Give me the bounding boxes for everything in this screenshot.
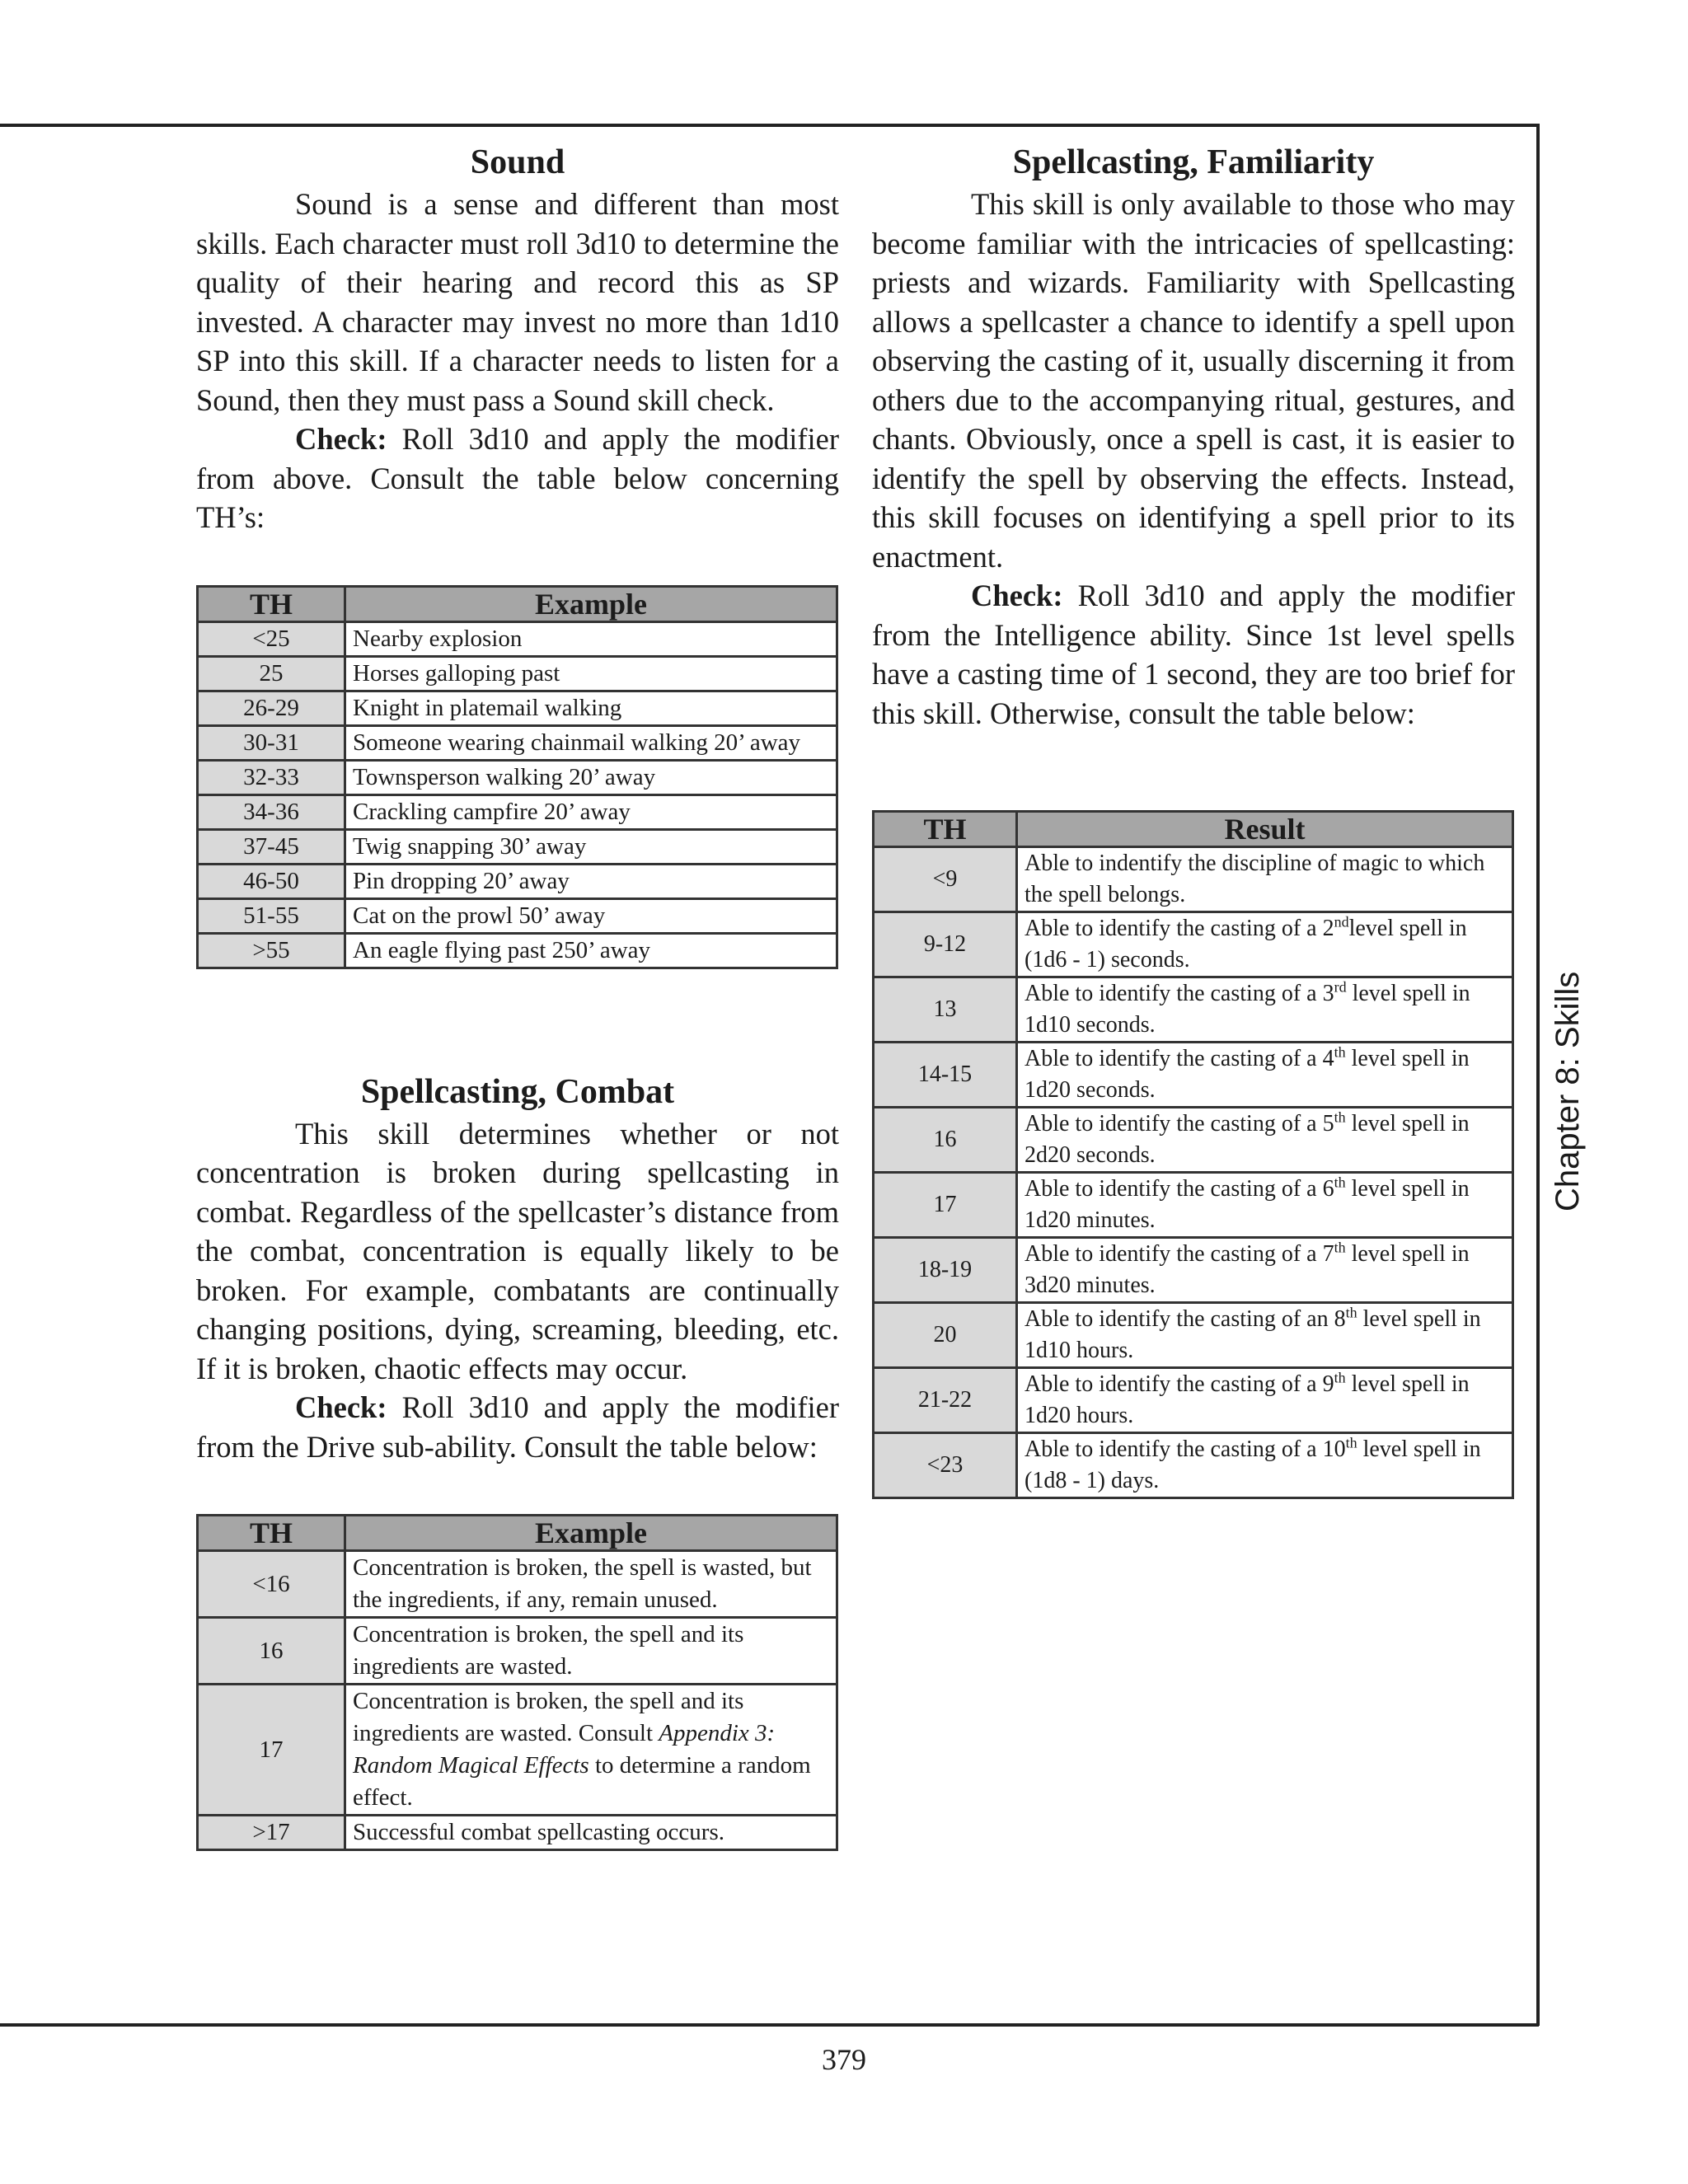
chapter-side-label: Chapter 8: Skills	[1550, 971, 1586, 1212]
result-cell	[1017, 1043, 1513, 1108]
result-text: Able to identify the casting of a	[1025, 1046, 1323, 1071]
th-cell: 17	[874, 1173, 1017, 1238]
check-text: Roll 3d10 and apply the modifier from the Intelligence ability. Since 1st level spells have a casting time of 1 second, they are too brief for this skill. Otherwise, consult the table below:	[872, 579, 1515, 730]
table-row	[874, 847, 1513, 912]
table-row	[198, 1816, 837, 1850]
th-cell: 32-33	[198, 760, 345, 794]
th-cell: 20	[874, 1303, 1017, 1368]
table-row	[198, 691, 837, 725]
table-row	[874, 1433, 1513, 1498]
bottom-border-rule	[0, 2023, 1539, 2027]
table-row	[874, 1043, 1513, 1108]
right-column	[872, 140, 1515, 1499]
example-cell: Concentration is broken, the spell is wasted, but the ingredients, if any, remain unused.	[345, 1551, 837, 1618]
th-cell: 18-19	[874, 1238, 1017, 1303]
th-cell: 17	[198, 1685, 345, 1816]
result-text: Able to identify the casting of a	[1025, 1111, 1323, 1137]
result-text: level spell in 1d20 seconds.	[1025, 1046, 1470, 1103]
result-text: level spell in 1d10 hours.	[1025, 1306, 1481, 1363]
result-text: level spell in 1d20 minutes.	[1025, 1176, 1470, 1233]
ordinal-suffix: nd	[1334, 913, 1349, 930]
ordinal-suffix: th	[1345, 1304, 1357, 1321]
table-row	[198, 794, 837, 829]
table-row	[198, 933, 837, 968]
combat-check-paragraph	[196, 1388, 839, 1466]
th-cell: <25	[198, 621, 345, 656]
table-header-row	[198, 586, 837, 621]
table-row	[198, 898, 837, 933]
col-header-th: TH	[198, 1516, 345, 1551]
table-row	[874, 912, 1513, 977]
th-cell: 30-31	[198, 725, 345, 760]
top-border-rule	[0, 124, 1539, 127]
th-cell: <23	[874, 1433, 1017, 1498]
result-text: Able to identify the casting of a	[1025, 1436, 1323, 1462]
table-row	[198, 864, 837, 898]
check-text: Roll 3d10 and apply the modifier from the Drive sub-ability. Consult the table below:	[196, 1390, 839, 1464]
result-cell	[1017, 1173, 1513, 1238]
right-border-rule	[1536, 124, 1540, 2026]
ordinal-suffix: th	[1334, 1174, 1346, 1191]
sound-check-paragraph	[196, 419, 839, 537]
col-header-th: TH	[198, 586, 345, 621]
result-text: level spell in 2d20 seconds.	[1025, 1111, 1470, 1168]
table-row	[198, 621, 837, 656]
example-cell: Knight in platemail walking	[345, 691, 837, 725]
ordinal-suffix: th	[1334, 1108, 1346, 1126]
result-cell	[1017, 1238, 1513, 1303]
th-cell: 16	[874, 1108, 1017, 1173]
th-cell: 51-55	[198, 898, 345, 933]
result-text: level spell in (1d6 - 1) seconds.	[1025, 916, 1467, 972]
result-cell	[1017, 977, 1513, 1043]
example-cell	[345, 1685, 837, 1816]
level-number: 10	[1322, 1436, 1346, 1462]
th-cell: 34-36	[198, 794, 345, 829]
sound-section	[196, 140, 839, 969]
table-row	[198, 656, 837, 691]
level-number: 9	[1322, 1371, 1334, 1397]
col-header-example: Example	[345, 1516, 837, 1551]
result-text: Able to identify the casting of a	[1025, 981, 1323, 1006]
sound-paragraph: Sound is a sense and different than most skills. Each character must roll 3d10 to determine the quality of their hearing and record this as SP invested. A character may invest no more than 1d10 SP into this skill. If a character needs to listen for a Sound, then they must pass a Sound skill check.	[196, 187, 839, 417]
th-cell: >55	[198, 933, 345, 968]
level-number: 4	[1322, 1046, 1334, 1071]
th-cell: 21-22	[874, 1368, 1017, 1433]
example-cell: Townsperson walking 20’ away	[345, 760, 837, 794]
table-row	[874, 977, 1513, 1043]
page-number: 379	[822, 2043, 866, 2076]
table-row	[874, 1238, 1513, 1303]
level-number: 8	[1334, 1306, 1346, 1332]
sound-heading: Sound	[470, 143, 565, 181]
result-text: level spell in 3d20 minutes.	[1025, 1241, 1470, 1298]
table-header-row	[198, 1516, 837, 1551]
familiarity-table	[872, 810, 1514, 1499]
combat-section	[196, 1070, 839, 1852]
th-cell: 25	[198, 656, 345, 691]
level-number: 5	[1322, 1111, 1334, 1137]
level-number: 7	[1322, 1241, 1334, 1267]
result-text: level spell in (1d8 - 1) days.	[1025, 1436, 1481, 1493]
col-header-th: TH	[874, 812, 1017, 847]
left-column	[196, 140, 839, 1851]
ordinal-suffix: th	[1334, 1043, 1346, 1061]
level-number: 6	[1322, 1176, 1334, 1202]
level-number: 3	[1322, 981, 1334, 1006]
table-row	[198, 1618, 837, 1685]
check-label: Check:	[295, 1390, 387, 1424]
table-header-row	[874, 812, 1513, 847]
th-cell: 14-15	[874, 1043, 1017, 1108]
th-cell: 46-50	[198, 864, 345, 898]
ordinal-suffix: th	[1334, 1239, 1346, 1256]
example-text: Concentration is broken, the spell and its ingredients are wasted. Consult	[353, 1688, 744, 1746]
result-cell	[1017, 1303, 1513, 1368]
result-cell	[1017, 1433, 1513, 1498]
sound-table	[196, 585, 838, 969]
result-text: level spell in 1d10 seconds.	[1025, 981, 1470, 1038]
combat-paragraph: This skill determines whether or not concentration is broken during spellcasting in combat. Regardless of the spellcaster’s distance from the combat, concentration is equally likely to be broken. For example, combatants are continually changing positions, dying, screaming, bleeding, etc. If it is broken, chaotic effects may occur.	[196, 1116, 839, 1385]
ordinal-suffix: rd	[1334, 978, 1347, 996]
th-cell: <16	[198, 1551, 345, 1618]
table-row	[198, 1551, 837, 1618]
th-cell: 9-12	[874, 912, 1017, 977]
table-row	[198, 1685, 837, 1816]
combat-table	[196, 1514, 838, 1851]
example-cell: An eagle flying past 250’ away	[345, 933, 837, 968]
table-row	[198, 829, 837, 864]
ordinal-suffix: th	[1345, 1434, 1357, 1451]
example-cell: Horses galloping past	[345, 656, 837, 691]
table-row	[874, 1303, 1513, 1368]
table-row	[874, 1368, 1513, 1433]
example-cell: Nearby explosion	[345, 621, 837, 656]
familiarity-heading: Spellcasting, Familiarity	[1012, 143, 1375, 181]
result-text: Able to identify the casting of an	[1025, 1306, 1334, 1332]
col-header-example: Example	[345, 586, 837, 621]
example-text: to determine a random effect.	[353, 1752, 811, 1811]
level-number: 2	[1322, 916, 1334, 941]
result-text: Able to identify the casting of a	[1025, 1176, 1323, 1202]
result-text: Able to identify the casting of a	[1025, 916, 1323, 941]
table-row	[198, 760, 837, 794]
result-cell	[1017, 912, 1513, 977]
result-cell	[1017, 1368, 1513, 1433]
check-label: Check:	[971, 579, 1063, 612]
result-cell: Able to indentify the discipline of magic to which the spell belongs.	[1017, 847, 1513, 912]
example-cell: Twig snapping 30’ away	[345, 829, 837, 864]
th-cell: 16	[198, 1618, 345, 1685]
example-cell: Someone wearing chainmail walking 20’ away	[345, 725, 837, 760]
table-row	[198, 725, 837, 760]
example-cell: Concentration is broken, the spell and its ingredients are wasted.	[345, 1618, 837, 1685]
result-text: Able to identify the casting of a	[1025, 1371, 1323, 1397]
th-cell: 26-29	[198, 691, 345, 725]
table-row	[874, 1108, 1513, 1173]
combat-heading: Spellcasting, Combat	[360, 1072, 675, 1111]
th-cell: 37-45	[198, 829, 345, 864]
appendix-reference: Appendix 3: Random Magical Effects	[353, 1720, 776, 1779]
col-header-result: Result	[1017, 812, 1513, 847]
result-cell	[1017, 1108, 1513, 1173]
result-text: Able to identify the casting of a	[1025, 1241, 1323, 1267]
check-label: Check:	[295, 422, 387, 456]
result-text: level spell in 1d20 hours.	[1025, 1371, 1470, 1428]
th-cell: >17	[198, 1816, 345, 1850]
th-cell: <9	[874, 847, 1017, 912]
ordinal-suffix: th	[1334, 1369, 1346, 1386]
familiarity-check-paragraph	[872, 576, 1515, 733]
example-cell: Crackling campfire 20’ away	[345, 794, 837, 829]
example-cell: Cat on the prowl 50’ away	[345, 898, 837, 933]
table-row	[874, 1173, 1513, 1238]
th-cell: 13	[874, 977, 1017, 1043]
example-cell: Successful combat spellcasting occurs.	[345, 1816, 837, 1850]
check-text: Roll 3d10 and apply the modifier from above. Consult the table below concerning TH’s:	[196, 422, 839, 534]
familiarity-paragraph: This skill is only available to those who may become familiar with the intricacies of spellcasting: priests and wizards. Familiarity with Spellcasting allows a spellcaster a chance to identify a spell upon observing the casting of it, usually discerning it from others due to the accompanying ritual, gestures, and chants. Obviously, once a spell is cast, it is easier to identify the spell by observing the effects. Instead, this skill focuses on identifying a spell prior to its enactment.	[872, 187, 1515, 574]
example-cell: Pin dropping 20’ away	[345, 864, 837, 898]
familiarity-section	[872, 140, 1515, 1499]
